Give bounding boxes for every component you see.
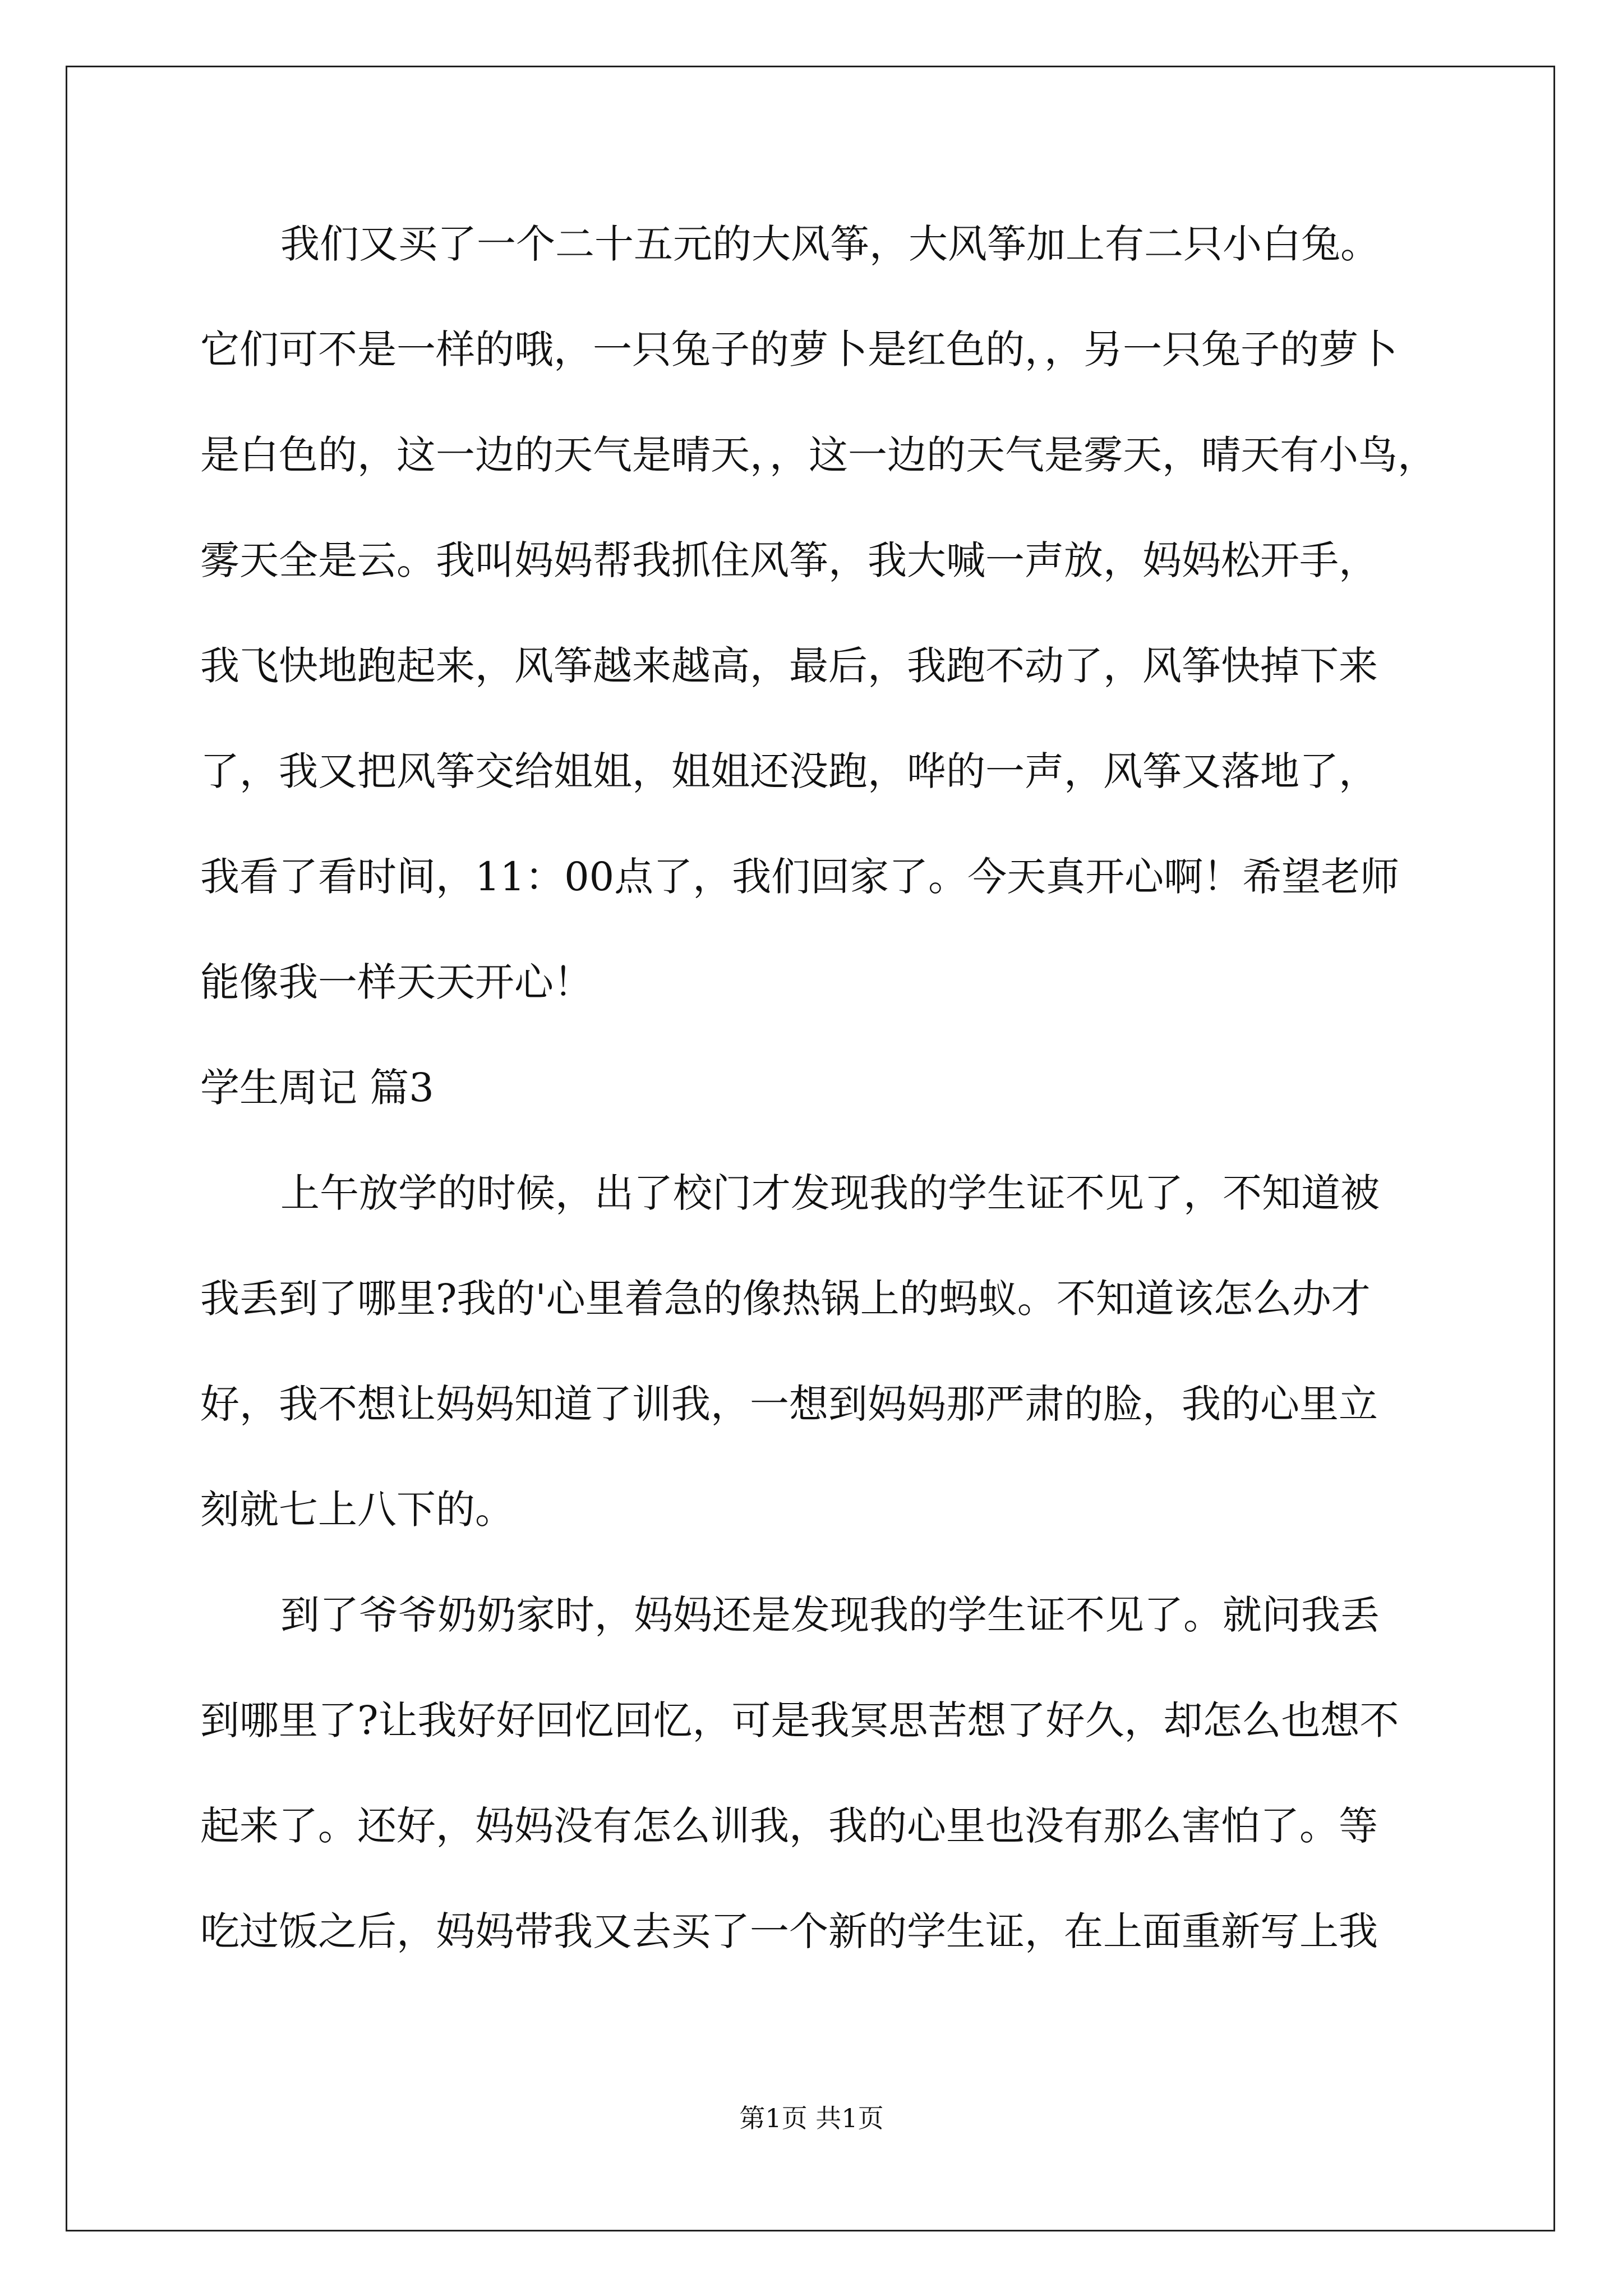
paragraph-line: 雾天全是云。我叫妈妈帮我抓住风筝，我大喊一声放，妈妈松开手， (200, 537, 1378, 583)
paragraph-line: 到哪里了?让我好好回忆回忆，可是我冥思苦想了好久，却怎么也想不 (200, 1697, 1399, 1743)
document-body (200, 213, 1437, 2006)
paragraph-line: 我丢到了哪里?我的'心里着急的像热锅上的蚂蚁。不知道该怎么办才 (200, 1276, 1371, 1322)
paragraph-line: 吃过饭之后，妈妈带我又去买了一个新的学生证，在上面重新写上我 (200, 1908, 1378, 1954)
paragraph-line: 能像我一样天天开心！ (200, 959, 593, 1005)
paragraph-line: 了，我又把风筝交给姐姐，姐姐还没跑，哗的一声，风筝又落地了， (200, 748, 1378, 794)
paragraph-line: 上午放学的时候，出了校门才发现我的学生证不见了，不知道被 (280, 1170, 1380, 1216)
page-footer: 第1页 共1页 (739, 2103, 884, 2133)
paragraph-line: 好，我不想让妈妈知道了训我，一想到妈妈那严肃的脸，我的心里立 (200, 1381, 1378, 1427)
paragraph-line: 是白色的，这一边的天气是晴天，，这一边的天气是雾天，晴天有小鸟， (200, 432, 1437, 478)
section-heading: 学生周记 篇3 (200, 1065, 434, 1111)
paragraph-line: 起来了。还好，妈妈没有怎么训我，我的心里也没有那么害怕了。等 (200, 1803, 1378, 1849)
paragraph-line: 到了爷爷奶奶家时，妈妈还是发现我的学生证不见了。就问我丢 (280, 1592, 1380, 1638)
paragraph-line: 我飞快地跑起来，风筝越来越高，最后，我跑不动了，风筝快掉下来 (200, 643, 1378, 689)
paragraph-line: 我看了看时间，11：00点了，我们回家了。今天真开心啊！希望老师 (200, 854, 1400, 900)
paragraph-line: 它们可不是一样的哦，一只兔子的萝卜是红色的，，另一只兔子的萝卜 (200, 326, 1398, 372)
paragraph-line: 我们又买了一个二十五元的大风筝，大风筝加上有二只小白兔。 (280, 221, 1380, 267)
paragraph-line: 刻就七上八下的。 (200, 1487, 514, 1533)
